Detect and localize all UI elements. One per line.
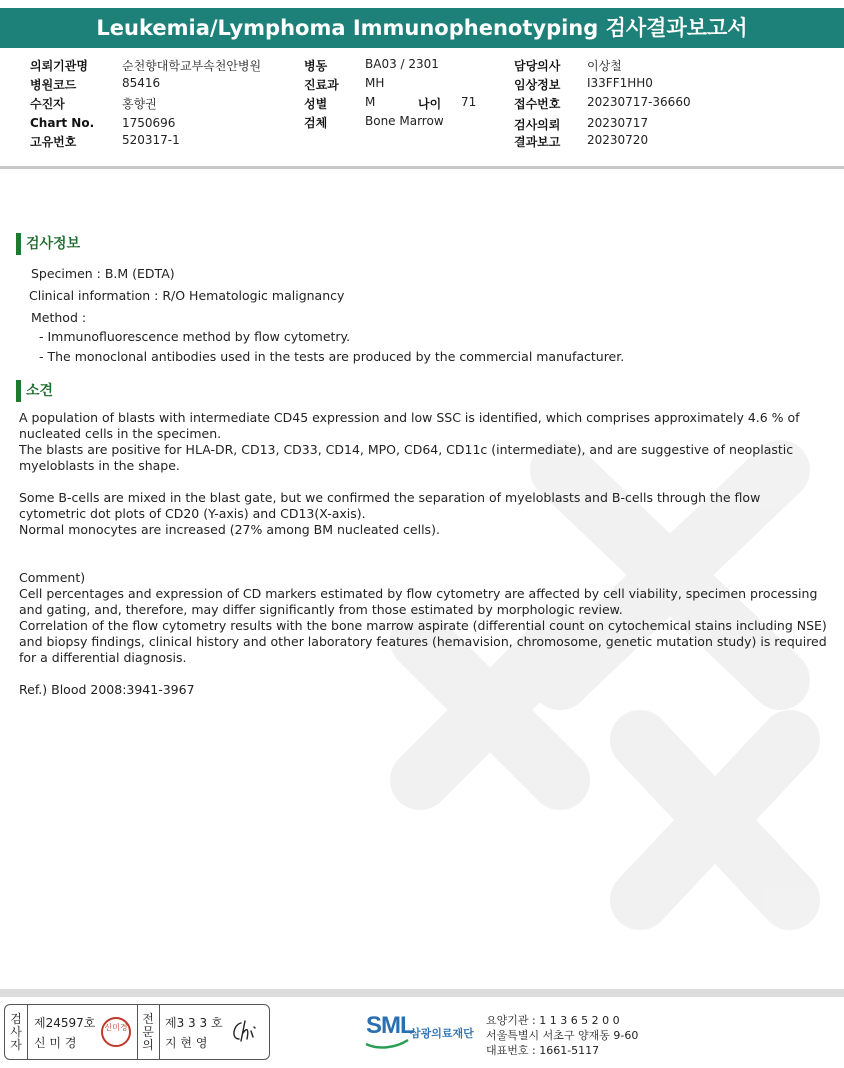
- sml-logo: SML: [366, 1012, 414, 1039]
- hospital-code-value: 85416: [122, 76, 161, 90]
- hospital-code-label: 병원코드: [30, 78, 77, 92]
- examiner-name: 신 미 경: [34, 1036, 77, 1050]
- institution-value: 순천향대학교부속천안병원: [122, 59, 262, 73]
- age-value: 71: [461, 95, 477, 109]
- id-value: 520317-1: [122, 133, 180, 147]
- specimen-value: Bone Marrow: [365, 114, 444, 128]
- sex-label: 성별: [304, 97, 328, 111]
- method-line: Method :: [31, 310, 87, 325]
- report-label: 결과보고: [514, 135, 561, 149]
- phone: 대표번호 : 1661-5117: [486, 1044, 600, 1057]
- ward-value: BA03 / 2301: [365, 57, 439, 71]
- institution-code: 요양기관 : 1 1 3 6 5 2 0 0: [486, 1014, 620, 1027]
- reference-line: Ref.) Blood 2008:3941-3967: [19, 682, 195, 697]
- chart-no-label: Chart No.: [30, 116, 95, 130]
- info-section-heading: 검사정보: [16, 233, 80, 255]
- divider: [137, 1005, 138, 1059]
- examiner-label: 검사자: [10, 1012, 22, 1052]
- signature-box: [4, 1004, 270, 1060]
- opinion-section-heading: 소견: [16, 380, 53, 402]
- receipt-value: 20230717-36660: [587, 95, 691, 109]
- specimen-line: Specimen : B.M (EDTA): [31, 266, 175, 281]
- clinical-label: 임상정보: [514, 78, 561, 92]
- institution-label: 의뢰기관명: [30, 59, 88, 73]
- specialist-label: 전문의: [142, 1012, 154, 1052]
- report-title: Leukemia/Lymphoma Immunophenotyping 검사결과보고서: [0, 8, 844, 48]
- address: 서울특별시 서초구 양재동 9-60: [486, 1029, 639, 1042]
- opinion-text: [19, 410, 829, 698]
- chart-no-value: 1750696: [122, 116, 176, 130]
- opinion-line: The blasts are positive for HLA-DR, CD13, CD33, CD14, MPO, CD64, CD11c (intermediate), and are suggestive of neoplastic myeloblasts in the shape.: [19, 442, 794, 473]
- dept-label: 진료과: [304, 78, 339, 92]
- comment-line: Correlation of the flow cytometry results with the bone marrow aspirate (differential count on cytochemical stains including NSE) and biopsy findings, clinical history and other laboratory features (hemavision, chromosome, genetic mutation study) is required for a differential diagnosis.: [19, 618, 827, 665]
- doctor-label: 담당의사: [514, 59, 561, 73]
- comment-title: Comment): [19, 570, 86, 585]
- method-item: - The monoclonal antibodies used in the tests are produced by the commercial manufacturer.: [39, 349, 625, 364]
- sml-logo-swoosh: [362, 1010, 410, 1050]
- divider: [27, 1005, 28, 1059]
- specimen-label: 검체: [304, 116, 328, 130]
- id-label: 고유번호: [30, 135, 77, 149]
- report-value: 20230720: [587, 133, 649, 147]
- footer-divider: [0, 989, 844, 997]
- dept-value: MH: [365, 76, 385, 90]
- recipient-label: 수진자: [30, 97, 65, 111]
- comment-line: Cell percentages and expression of CD markers estimated by flow cytometry are affected by cell viability, specimen processing and gating, and, therefore, may differ significantly from those estimated by morphologic review.: [19, 586, 818, 617]
- divider: [159, 1005, 160, 1059]
- receipt-label: 접수번호: [514, 97, 561, 111]
- signature-image: [227, 1017, 263, 1047]
- clinical-info-line: Clinical information : R/O Hematologic malignancy: [29, 288, 345, 303]
- doctor-value: 이상철: [587, 59, 622, 73]
- age-label: 나이: [418, 97, 442, 111]
- opinion-line: Normal monocytes are increased (27% among BM nucleated cells).: [19, 522, 440, 537]
- recipient-value: 홍향권: [122, 97, 157, 111]
- foundation-name: 삼광의료재단: [410, 1027, 474, 1040]
- opinion-line: Some B-cells are mixed in the blast gate, but we confirmed the separation of myeloblasts and B-cells through the flow cytometric dot plots of CD20 (Y-axis) and CD13(X-axis).: [19, 490, 761, 521]
- opinion-line: A population of blasts with intermediate CD45 expression and low SSC is identified, which comprises approximately 4.6 % of nucleated cells in the specimen.: [19, 410, 800, 441]
- method-item: - Immunofluorescence method by flow cytometry.: [39, 329, 351, 344]
- clinical-value: I33FF1HH0: [587, 76, 653, 90]
- header-divider: [0, 166, 844, 169]
- seal-stamp: [101, 1017, 131, 1047]
- seal-text: 신미경: [104, 1023, 128, 1032]
- ward-label: 병동: [304, 59, 328, 73]
- specialist-number: 제3 3 3 호: [165, 1016, 223, 1030]
- specialist-name: 지 현 영: [165, 1036, 208, 1050]
- request-value: 20230717: [587, 116, 649, 130]
- request-label: 검사의뢰: [514, 118, 561, 132]
- sex-value: M: [365, 95, 376, 109]
- examiner-number: 제24597호: [34, 1016, 96, 1030]
